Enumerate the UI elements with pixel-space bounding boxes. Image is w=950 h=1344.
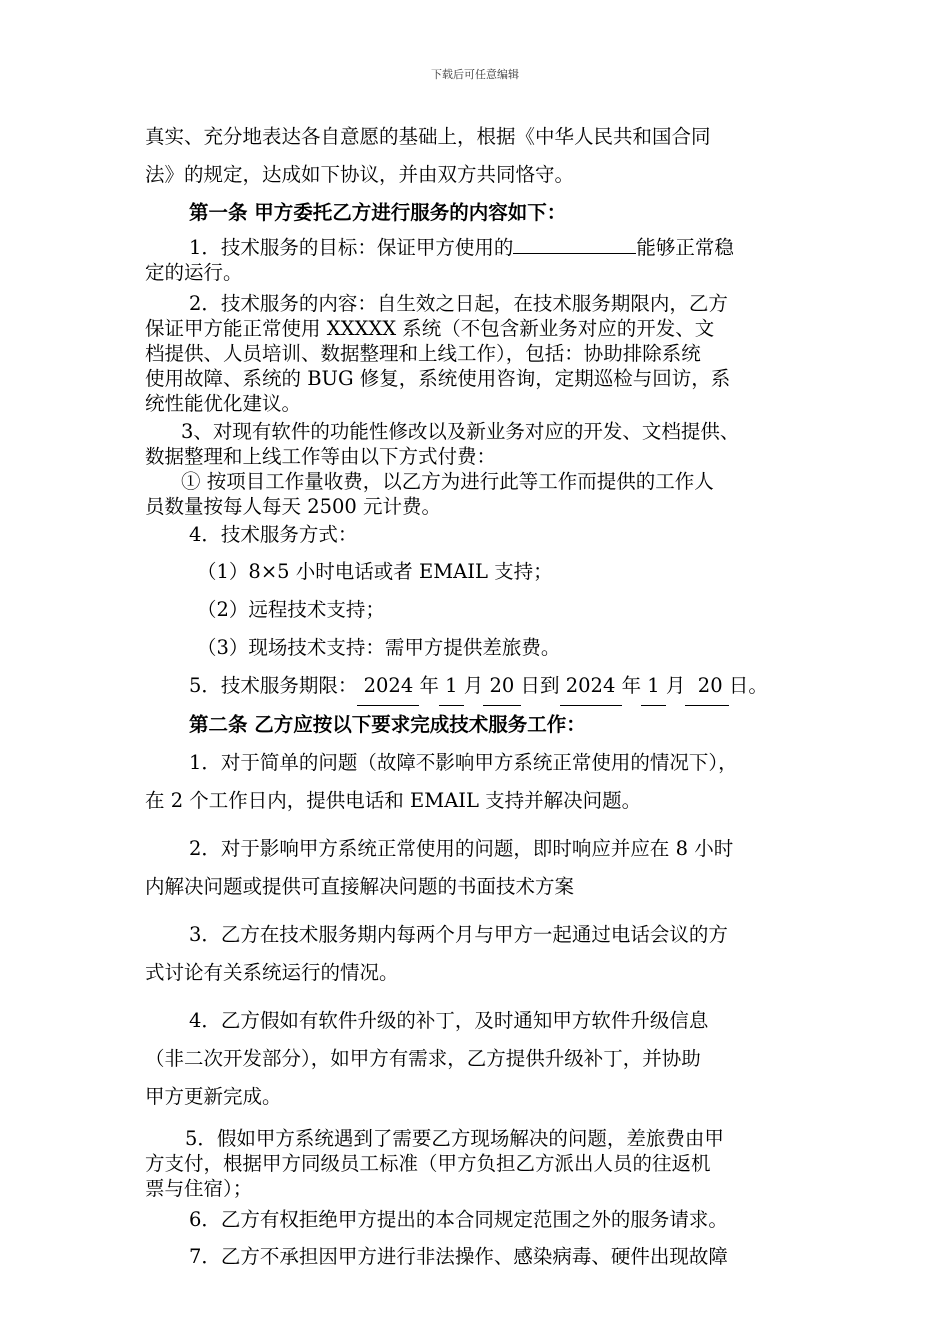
service-content-cont: 使用故障、系统的 BUG 修复，系统使用咨询，定期巡检与回访，系 xyxy=(145,367,731,390)
requirement-item-cont: 内解决问题或提供可直接解决问题的书面技术方案 xyxy=(145,875,575,898)
document-body xyxy=(145,118,821,1276)
service-goal-cont: 定的运行。 xyxy=(145,261,243,284)
service-content-cont: 保证甲方能正常使用 XXXXX 系统（不包含新业务对应的开发、文 xyxy=(145,317,715,340)
goal-blank xyxy=(513,235,636,254)
fee-clause-cont: 数据整理和上线工作等由以下方式付费： xyxy=(145,445,497,468)
requirement-item: 5．假如甲方系统遇到了需要乙方现场解决的问题，差旅费由甲 xyxy=(185,1127,724,1150)
fee-method: ① 按项目工作量收费，以乙方为进行此等工作而提供的工作人 xyxy=(181,470,714,493)
service-mode-item: （3）现场技术支持：需甲方提供差旅费。 xyxy=(197,636,561,659)
fee-method-cont: 员数量按每人每天 2500 元计费。 xyxy=(145,495,442,518)
requirement-item: 2．对于影响甲方系统正常使用的问题，即时响应并应在 8 小时 xyxy=(189,837,734,860)
service-mode-title: 4．技术服务方式： xyxy=(189,523,358,546)
page-header: 下载后可任意编辑 xyxy=(431,68,519,81)
requirement-item: 3．乙方在技术服务期内每两个月与甲方一起通过电话会议的方 xyxy=(189,923,728,946)
article2-title: 第二条 乙方应按以下要求完成技术服务工作： xyxy=(189,713,586,736)
requirement-item-cont: 甲方更新完成。 xyxy=(145,1085,282,1108)
requirement-item: 4．乙方假如有软件升级的补丁，及时通知甲方软件升级信息 xyxy=(189,1009,709,1032)
end-day: 20 xyxy=(685,667,728,706)
fee-clause: 3、对现有软件的功能性修改以及新业务对应的开发、文档提供、 xyxy=(181,420,740,443)
requirement-item: 6．乙方有权拒绝甲方提出的本合同规定范围之外的服务请求。 xyxy=(189,1208,728,1231)
intro-line: 法》的规定，达成如下协议，并由双方共同恪守。 xyxy=(145,163,575,186)
requirement-item-cont: （非二次开发部分），如甲方有需求，乙方提供升级补丁，并协助 xyxy=(145,1047,701,1070)
service-goal: 1．技术服务的目标：保证甲方使用的 能够正常稳 xyxy=(189,236,734,259)
requirement-item: 7．乙方不承担因甲方进行非法操作、感染病毒、硬件出现故障 xyxy=(189,1245,728,1268)
requirement-item: 1．对于简单的问题（故障不影响甲方系统正常使用的情况下）， xyxy=(189,751,738,774)
service-mode-item: （2）远程技术支持； xyxy=(197,598,385,621)
end-year: 2024 xyxy=(560,667,622,706)
requirement-item-cont: 方支付，根据甲方同级员工标准（甲方负担乙方派出人员的往返机 xyxy=(145,1152,711,1175)
service-period: 5．技术服务期限： 2024 年 1 月 20 日到 2024 年 1 月 20 日。 xyxy=(145,667,821,706)
requirement-item-cont: 式讨论有关系统运行的情况。 xyxy=(145,961,399,984)
end-month: 1 xyxy=(641,667,666,706)
service-content-cont: 统性能优化建议。 xyxy=(145,392,302,415)
start-day: 20 xyxy=(483,667,520,706)
requirement-item-cont: 在 2 个工作日内，提供电话和 EMAIL 支持并解决问题。 xyxy=(145,789,642,812)
start-month: 1 xyxy=(439,667,464,706)
intro-line: 真实、充分地表达各自意愿的基础上，根据《中华人民共和国合同 xyxy=(145,125,711,148)
service-mode-item: （1）8×5 小时电话或者 EMAIL 支持； xyxy=(197,560,553,583)
service-content: 2．技术服务的内容：自生效之日起，在技术服务期限内，乙方 xyxy=(189,292,728,315)
article1-title: 第一条 甲方委托乙方进行服务的内容如下： xyxy=(189,201,567,224)
service-content-cont: 档提供、人员培训、数据整理和上线工作），包括：协助排除系统 xyxy=(145,342,701,365)
requirement-item-cont: 票与住宿）； xyxy=(145,1177,253,1200)
start-year: 2024 xyxy=(357,667,419,706)
